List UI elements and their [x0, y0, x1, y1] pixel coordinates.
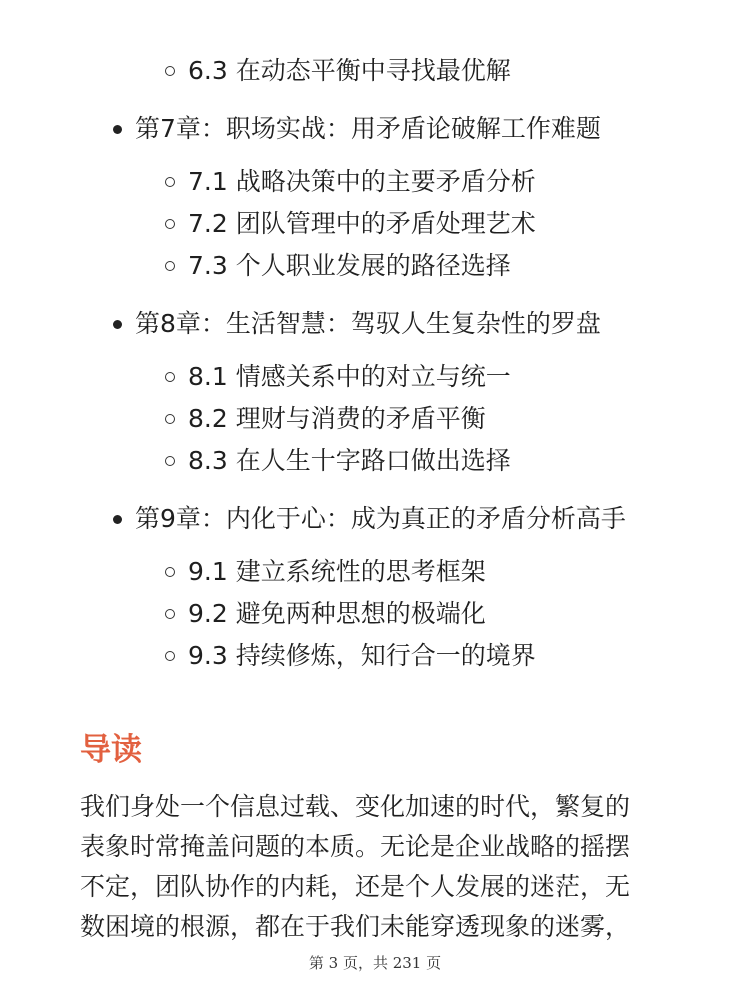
circle-bullet-icon — [165, 261, 175, 271]
toc-section-label: 7.3 个人职业发展的路径选择 — [188, 251, 511, 280]
toc-chapter-item — [135, 498, 750, 540]
paragraph-line: 我们身处一个信息过载、变化加速的时代，繁复的 — [80, 792, 631, 821]
toc-section-label: 8.1 情感关系中的对立与统一 — [188, 362, 511, 391]
toc-section-item — [188, 356, 750, 398]
toc-section-item — [188, 440, 750, 482]
disc-bullet-icon — [113, 125, 122, 134]
paragraph-line: 不定，团队协作的内耗，还是个人发展的迷茫，无 — [80, 872, 631, 901]
circle-bullet-icon — [165, 219, 175, 229]
toc-section-item — [188, 593, 750, 635]
toc-section-item — [188, 635, 750, 677]
toc-chapter-item — [135, 108, 750, 150]
intro-heading: 导读 — [80, 732, 142, 768]
toc-section-item — [188, 203, 750, 245]
toc-section-label: 9.2 避免两种思想的极端化 — [188, 599, 486, 628]
toc-section-item — [188, 50, 750, 92]
toc-chapter-item — [135, 303, 750, 345]
toc-section-label: 7.2 团队管理中的矛盾处理艺术 — [188, 209, 536, 238]
circle-bullet-icon — [165, 66, 175, 76]
disc-bullet-icon — [113, 320, 122, 329]
page-number-footer: 第 3 页，共 231 页 — [308, 954, 442, 972]
toc-chapter-label: 第9章：内化于心：成为真正的矛盾分析高手 — [135, 504, 626, 533]
intro-paragraph — [80, 787, 680, 947]
toc-section-label: 7.1 战略决策中的主要矛盾分析 — [188, 167, 536, 196]
toc-section-label: 9.1 建立系统性的思考框架 — [188, 557, 486, 586]
circle-bullet-icon — [165, 177, 175, 187]
circle-bullet-icon — [165, 372, 175, 382]
paragraph-line: 表象时常掩盖问题的本质。无论是企业战略的摇摆 — [80, 832, 631, 861]
toc-section-label: 6.3 在动态平衡中寻找最优解 — [188, 56, 511, 85]
table-of-contents — [0, 50, 750, 677]
paragraph-line: 数困境的根源，都在于我们未能穿透现象的迷雾， — [80, 912, 631, 941]
circle-bullet-icon — [165, 456, 175, 466]
circle-bullet-icon — [165, 651, 175, 661]
toc-chapter-label: 第7章：职场实战：用矛盾论破解工作难题 — [135, 114, 601, 143]
toc-section-label: 9.3 持续修炼，知行合一的境界 — [188, 641, 536, 670]
toc-chapter-label: 第8章：生活智慧：驾驭人生复杂性的罗盘 — [135, 309, 601, 338]
disc-bullet-icon — [113, 515, 122, 524]
circle-bullet-icon — [165, 414, 175, 424]
toc-section-label: 8.3 在人生十字路口做出选择 — [188, 446, 511, 475]
toc-section-item — [188, 398, 750, 440]
toc-section-item — [188, 551, 750, 593]
circle-bullet-icon — [165, 567, 175, 577]
toc-section-item — [188, 245, 750, 287]
circle-bullet-icon — [165, 609, 175, 619]
toc-section-item — [188, 161, 750, 203]
toc-section-label: 8.2 理财与消费的矛盾平衡 — [188, 404, 486, 433]
